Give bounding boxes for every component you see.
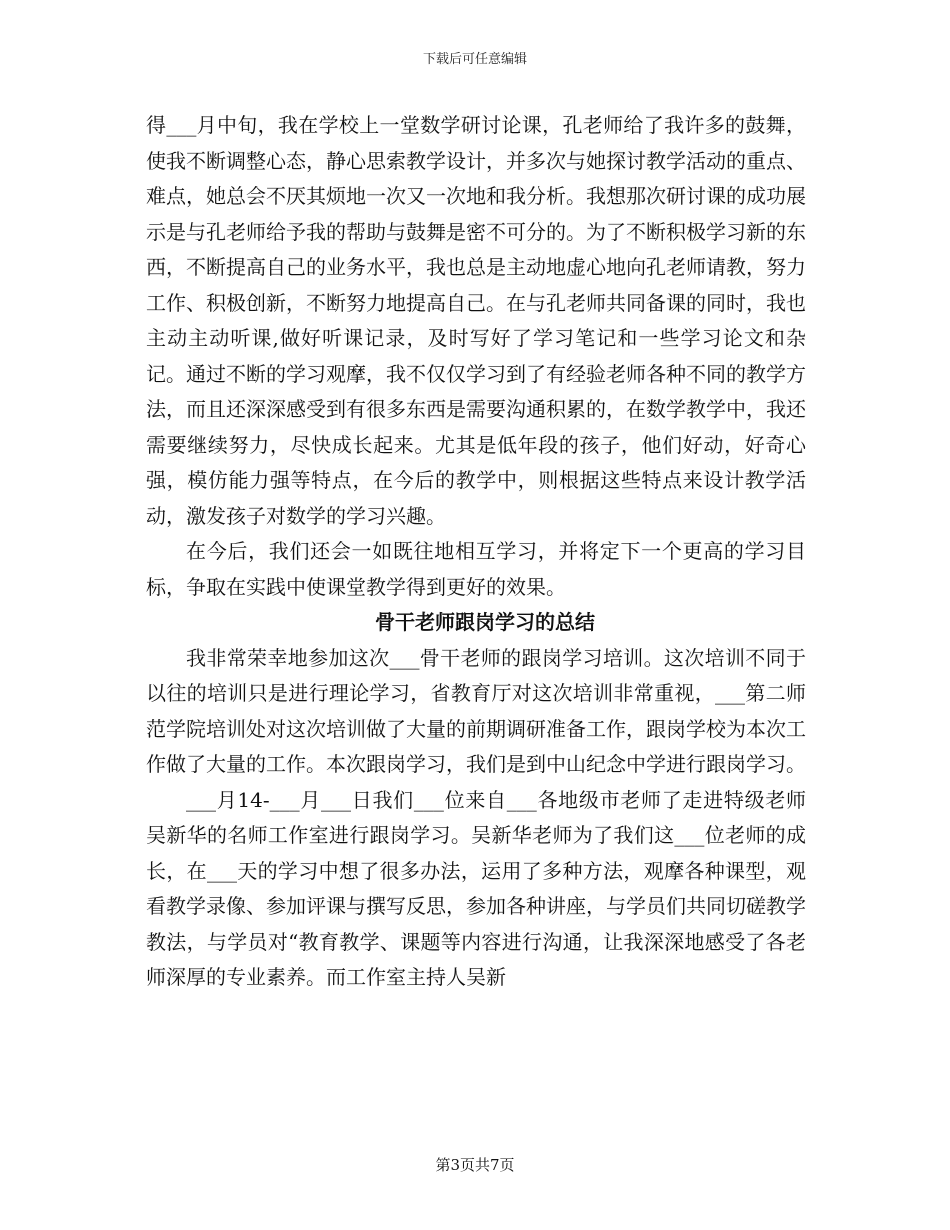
paragraph-studio-learning: ___月14-___月___日我们___位来自___各地级市老师了走进特级老师吴新华的名师工作室进行跟岗学习。吴新华老师为了我们这___位老师的成长，在___天的学习中想了很多办法，运用了多种方法，观摩各种课型，观看教学录像、参加评课与撰写反思，参加各种讲座，与学员们共同切磋教学教法，与学员对“教育教学、课题等内容进行沟通，让我深深地感受了各老师深厚的专业素养。而工作室主持人吴新 [146,787,806,989]
paragraph-training-intro: 我非常荣幸地参加这次___骨干老师的跟岗学习培训。这次培训不同于以往的培训只是进行理论学习，省教育厅对这次培训非常重视，___第二师范学院培训处对这次培训做了大量的前期调研准备工作，跟岗学校为本次工作做了大量的工作。本次跟岗学习，我们是到中山纪念中学进行跟岗学习。 [146,645,806,776]
page-header: 下载后可任意编辑 [422,52,527,67]
page-footer: 第3页共7页 [435,1156,515,1174]
paragraph-future-plans: 在今后，我们还会一如既往地相互学习，并将定下一个更高的学习目标，争取在实践中使课堂教学得到更好的效果。 [146,539,806,599]
document-body [146,108,806,996]
section-title: 骨干老师跟岗学习的总结 [375,610,595,634]
paragraph-continued: 得___月中旬，我在学校上一堂数学研讨论课，孔老师给了我许多的鼓舞，使我不断调整心态，静心思索教学设计，并多次与她探讨教学活动的重点、难点，她总会不厌其烦地一次又一次地和我分析。我想那次研讨课的成功展示是与孔老师给予我的帮助与鼓舞是密不可分的。为了不断积极学习新的东西，不断提高自己的业务水平，我也总是主动地虚心地向孔老师请教，努力工作、积极创新，不断努力地提高自己。在与孔老师共同备课的同时，我也主动主动听课,做好听课记录，及时写好了学习笔记和一些学习论文和杂记。通过不断的学习观摩，我不仅仅学习到了有经验老师各种不同的教学方法，而且还深深感受到有很多东西是需要沟通积累的，在数学教学中，我还需要继续努力，尽快成长起来。尤其是低年段的孩子，他们好动，好奇心强，模仿能力强等特点，在今后的教学中，则根据这些特点来设计教学活动，激发孩子对数学的学习兴趣。 [146,113,806,528]
